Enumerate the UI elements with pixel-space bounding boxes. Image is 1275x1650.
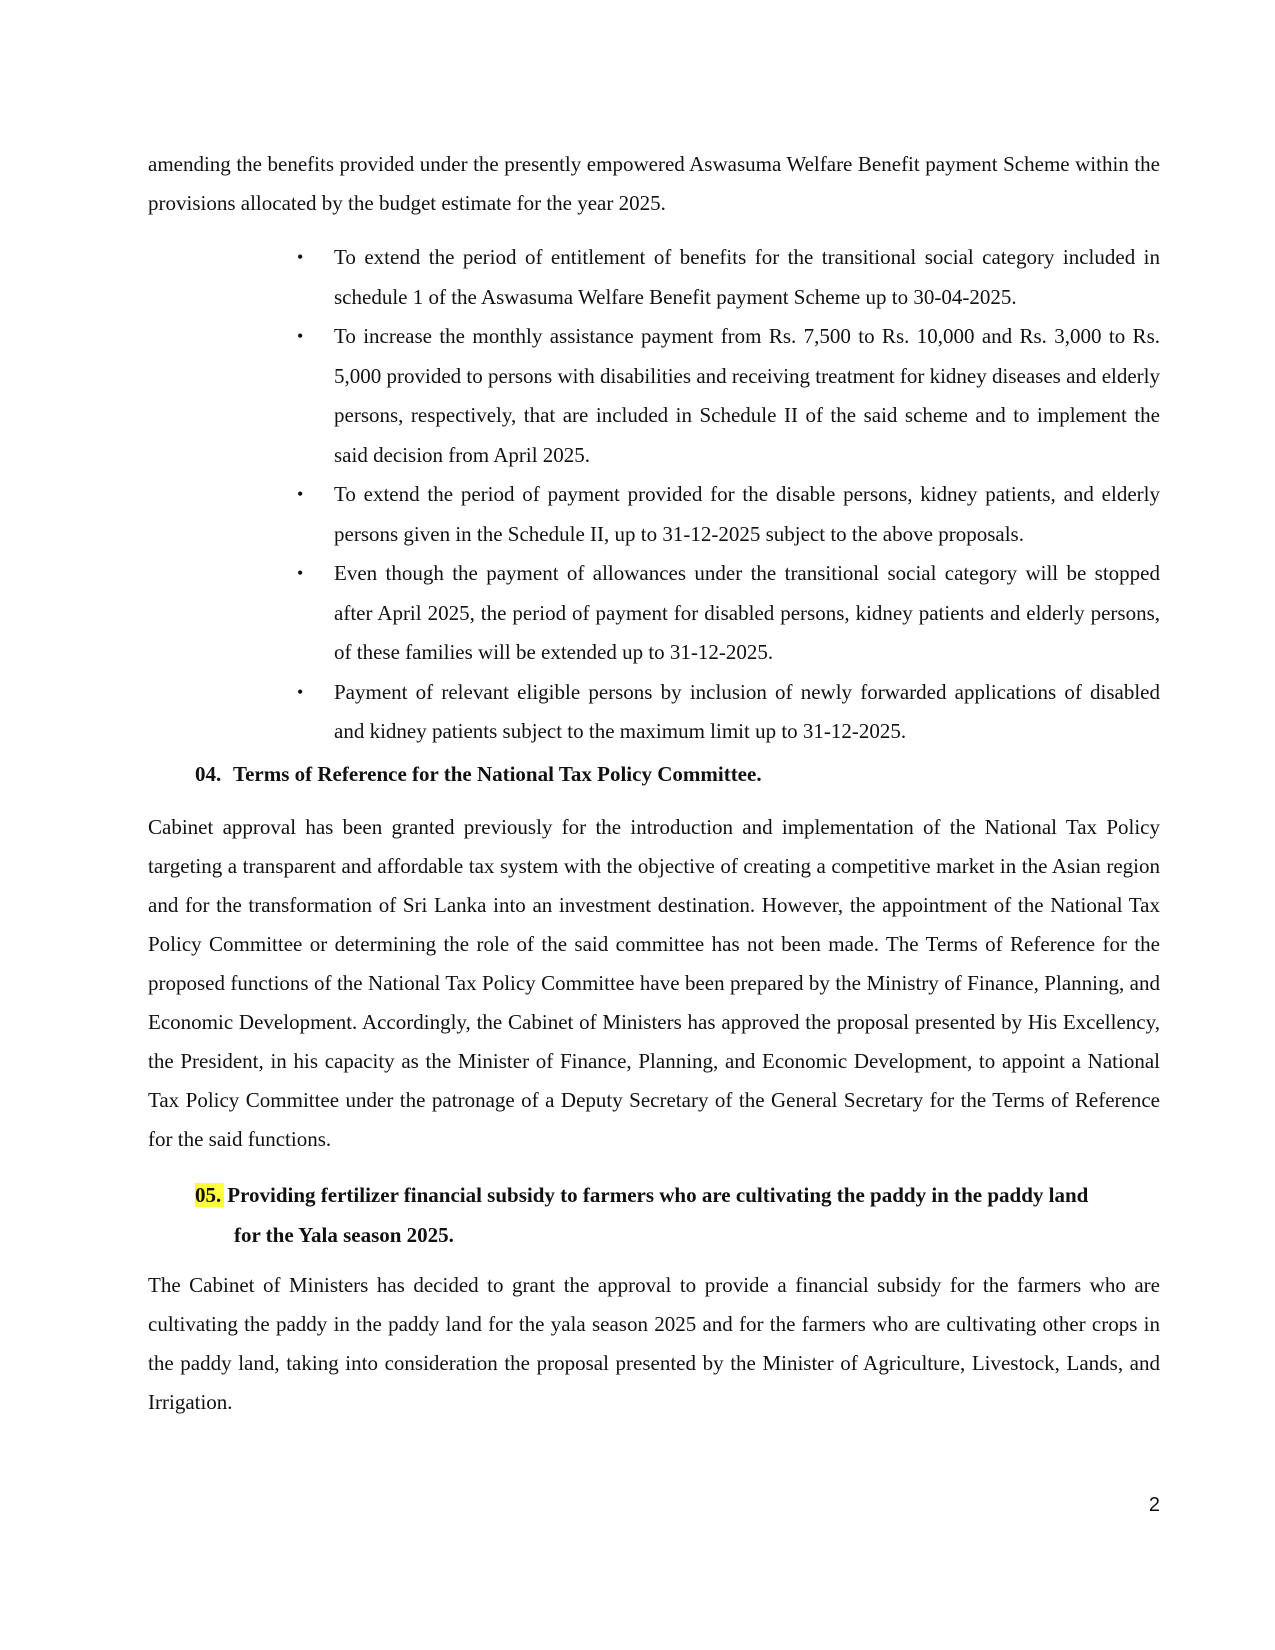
section-05-number: 05.: [195, 1183, 224, 1207]
list-item: [297, 238, 1160, 317]
list-item-text: To extend the period of payment provided for the disable persons, kidney patients, and elderly persons given in the Schedule II, up to 31-12-2025 subject to the above proposals.: [334, 482, 1160, 546]
bullet-icon: •: [297, 326, 304, 346]
list-item-text: Even though the payment of allowances under the transitional social category will be stopped after April 2025, the period of payment for disabled persons, kidney patients and elderly persons, of these families will be extended up to 31-12-2025.: [334, 561, 1160, 664]
list-item-text: To increase the monthly assistance payment from Rs. 7,500 to Rs. 10,000 and Rs. 3,000 to Rs. 5,000 provided to persons with disabilities and receiving treatment for kidney diseases and elderly persons, respectively, that are included in Schedule II of the said scheme and to implement the said decision from April 2025.: [334, 324, 1160, 467]
section-05-heading: [195, 1176, 1160, 1255]
section-04-heading: [195, 759, 1155, 789]
section-05-title-line2: for the Yala season 2025.: [234, 1222, 454, 1247]
list-item: [297, 673, 1160, 752]
bullet-icon: •: [297, 247, 304, 267]
list-item: [297, 317, 1160, 475]
intro-paragraph: amending the benefits provided under the presently empowered Aswasuma Welfare Benefit payment Scheme within the provisions allocated by the budget estimate for the year 2025.: [148, 152, 1160, 215]
bullet-icon: •: [297, 484, 304, 504]
section-04-title: Terms of Reference for the National Tax Policy Committee.: [233, 762, 762, 786]
list-item: [297, 475, 1160, 554]
page-number: 2: [1148, 1494, 1160, 1516]
section-05-title-line1: Providing fertilizer financial subsidy to farmers who are cultivating the paddy in the paddy land: [227, 1183, 1089, 1207]
bullet-icon: •: [297, 681, 304, 702]
section-04-paragraph: Cabinet approval has been granted previously for the introduction and implementation of the National Tax Policy targeting a transparent and affordable tax system with the objective of creating a competitive market in the Asian region and for the transformation of Sri Lanka into an investment destination. However, the appointment of the National Tax Policy Committee or determining the role of the said committee has not been made. The Terms of Reference for the proposed functions of the National Tax Policy Committee have been prepared by the Ministry of Finance, Planning, and Economic Development. Accordingly, the Cabinet of Ministers has approved the proposal presented by His Excellency, the President, in his capacity as the Minister of Finance, Planning, and Economic Development, to appoint a National Tax Policy Committee under the patronage of a Deputy Secretary of the General Secretary for the Terms of Reference for the said functions.: [148, 815, 1160, 1151]
bullet-icon: •: [297, 563, 304, 583]
section-04-number: 04.: [195, 762, 222, 786]
section-05-paragraph: The Cabinet of Ministers has decided to grant the approval to provide a financial subsidy for the farmers who are cultivating the paddy in the paddy land for the yala season 2025 and for the farmers who are cultivating other crops in the paddy land, taking into consideration the proposal presented by the Minister of Agriculture, Livestock, Lands, and Irrigation.: [148, 1273, 1160, 1414]
benefit-bullet-list: [297, 238, 1160, 752]
list-item-text: Payment of relevant eligible persons by inclusion of newly forwarded applications of disabled and kidney patients subject to the maximum limit up to 31-12-2025.: [334, 679, 1160, 743]
list-item-text: To extend the period of entitlement of benefits for the transitional social category included in schedule 1 of the Aswasuma Welfare Benefit payment Scheme up to 30-04-2025.: [334, 245, 1160, 309]
list-item: [297, 554, 1160, 673]
